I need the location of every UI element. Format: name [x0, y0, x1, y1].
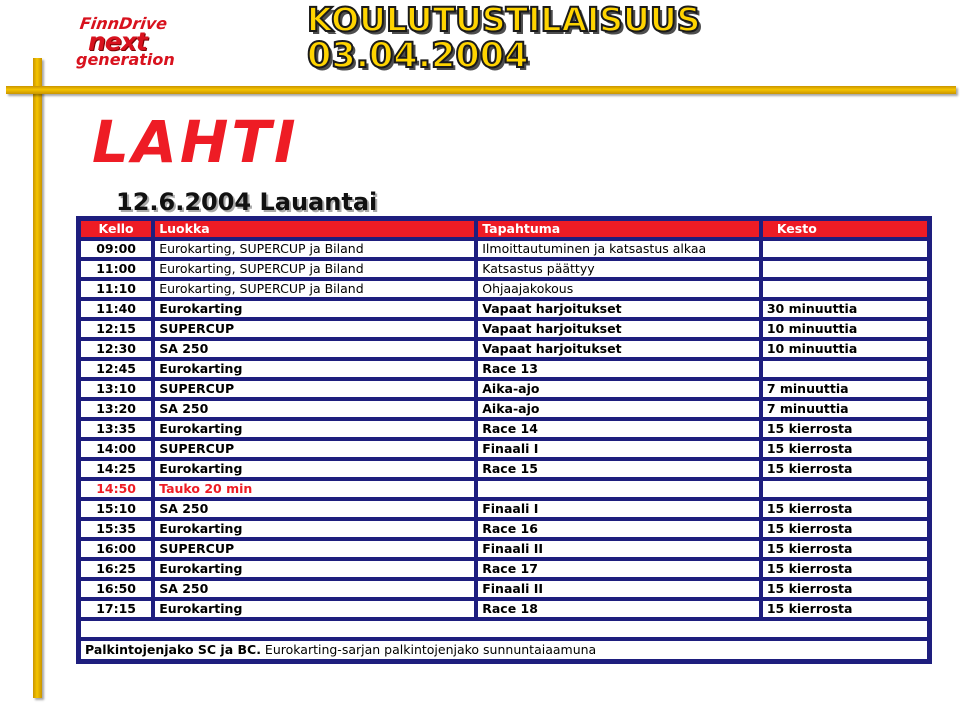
table-row	[79, 439, 929, 459]
schedule-table	[76, 216, 932, 664]
table-row	[79, 419, 929, 439]
cell-luokka: Eurokarting, SUPERCUP ja Biland	[153, 239, 476, 259]
table-row	[79, 259, 929, 279]
cell-luokka: SUPERCUP	[153, 319, 476, 339]
city-heading: LAHTI	[92, 108, 299, 176]
cell-kello: 14:50	[79, 479, 153, 499]
cell-kesto: 15 kierrosta	[761, 439, 929, 459]
cell-kello: 12:30	[79, 339, 153, 359]
cell-kello: 12:15	[79, 319, 153, 339]
table-header-row	[79, 219, 929, 239]
table-row	[79, 559, 929, 579]
cell-kello: 16:25	[79, 559, 153, 579]
cell-kesto	[761, 279, 929, 299]
cell-tapahtuma: Finaali I	[476, 499, 761, 519]
cell-tapahtuma: Finaali II	[476, 539, 761, 559]
cell-luokka: Eurokarting	[153, 299, 476, 319]
cell-tapahtuma: Race 15	[476, 459, 761, 479]
cell-tapahtuma: Katsastus päättyy	[476, 259, 761, 279]
cell-kello: 11:40	[79, 299, 153, 319]
cell-luokka: SA 250	[153, 399, 476, 419]
cell-luokka: Eurokarting	[153, 559, 476, 579]
spacer-cell	[79, 619, 929, 639]
table-row	[79, 359, 929, 379]
cell-kesto: 15 kierrosta	[761, 599, 929, 619]
footer-note-text: Eurokarting-sarjan palkintojenjako sunnuntaiaamuna	[260, 642, 597, 657]
table-spacer-row	[79, 619, 929, 639]
finndrive-logo	[70, 14, 205, 74]
table-row	[79, 339, 929, 359]
page-date: 03.04.2004	[307, 36, 529, 76]
cell-kello: 11:00	[79, 259, 153, 279]
footer-note	[79, 639, 929, 661]
cell-kello: 14:25	[79, 459, 153, 479]
cell-tapahtuma: Race 16	[476, 519, 761, 539]
cell-kello: 14:00	[79, 439, 153, 459]
cell-tapahtuma: Ilmoittautuminen ja katsastus alkaa	[476, 239, 761, 259]
logo-line-1: FinnDrive	[78, 14, 169, 33]
table-row	[79, 579, 929, 599]
logo-line-2: next	[88, 27, 147, 56]
table-row	[79, 399, 929, 419]
table-row	[79, 379, 929, 399]
cell-kello: 15:35	[79, 519, 153, 539]
cell-luokka: Eurokarting, SUPERCUP ja Biland	[153, 259, 476, 279]
cell-tapahtuma: Ohjaajakokous	[476, 279, 761, 299]
cell-luokka: SA 250	[153, 579, 476, 599]
cell-kesto: 10 minuuttia	[761, 319, 929, 339]
cell-kesto: 15 kierrosta	[761, 459, 929, 479]
cell-tapahtuma	[476, 479, 761, 499]
table-row	[79, 319, 929, 339]
cell-kesto: 15 kierrosta	[761, 579, 929, 599]
cell-luokka: Eurokarting, SUPERCUP ja Biland	[153, 279, 476, 299]
cell-kello: 17:15	[79, 599, 153, 619]
cell-tapahtuma: Race 14	[476, 419, 761, 439]
table-row	[79, 239, 929, 259]
table-row	[79, 479, 929, 499]
cell-kello: 13:10	[79, 379, 153, 399]
cell-luokka: SUPERCUP	[153, 379, 476, 399]
cell-kesto	[761, 359, 929, 379]
gold-vertical-rule	[33, 58, 42, 698]
header-tapahtuma: Tapahtuma	[476, 219, 761, 239]
table-row	[79, 459, 929, 479]
cell-tapahtuma: Race 17	[476, 559, 761, 579]
cell-tapahtuma: Finaali II	[476, 579, 761, 599]
table-row	[79, 499, 929, 519]
cell-luokka: SUPERCUP	[153, 439, 476, 459]
cell-kesto: 15 kierrosta	[761, 559, 929, 579]
table-footer-row	[79, 639, 929, 661]
cell-luokka: Eurokarting	[153, 599, 476, 619]
day-heading: 12.6.2004 Lauantai	[116, 188, 378, 216]
logo-line-3: generation	[76, 50, 175, 69]
header-kello: Kello	[79, 219, 153, 239]
cell-tapahtuma: Vapaat harjoitukset	[476, 319, 761, 339]
cell-luokka: SA 250	[153, 339, 476, 359]
cell-kello: 13:20	[79, 399, 153, 419]
cell-tapahtuma: Aika-ajo	[476, 379, 761, 399]
table-row	[79, 539, 929, 559]
cell-kello: 16:00	[79, 539, 153, 559]
cell-tapahtuma: Finaali I	[476, 439, 761, 459]
cell-kesto: 10 minuuttia	[761, 339, 929, 359]
cell-kesto: 15 kierrosta	[761, 519, 929, 539]
cell-kesto: 15 kierrosta	[761, 499, 929, 519]
table-row	[79, 599, 929, 619]
table-row	[79, 279, 929, 299]
cell-kello: 16:50	[79, 579, 153, 599]
cell-luokka: SUPERCUP	[153, 539, 476, 559]
cell-kello: 11:10	[79, 279, 153, 299]
cell-tapahtuma: Aika-ajo	[476, 399, 761, 419]
header-kesto: Kesto	[761, 219, 929, 239]
cell-luokka: Eurokarting	[153, 419, 476, 439]
cell-kesto: 15 kierrosta	[761, 539, 929, 559]
cell-tapahtuma: Race 18	[476, 599, 761, 619]
cell-kesto	[761, 479, 929, 499]
cell-kello: 15:10	[79, 499, 153, 519]
cell-luokka: Eurokarting	[153, 519, 476, 539]
cell-luokka: Tauko 20 min	[153, 479, 476, 499]
header-luokka: Luokka	[153, 219, 476, 239]
cell-kesto	[761, 239, 929, 259]
cell-tapahtuma: Vapaat harjoitukset	[476, 339, 761, 359]
cell-kesto: 15 kierrosta	[761, 419, 929, 439]
cell-kesto: 7 minuuttia	[761, 379, 929, 399]
cell-kello: 09:00	[79, 239, 153, 259]
cell-kesto: 7 minuuttia	[761, 399, 929, 419]
cell-kello: 13:35	[79, 419, 153, 439]
cell-kello: 12:45	[79, 359, 153, 379]
page-title: KOULUTUSTILAISUUS	[307, 0, 701, 39]
cell-luokka: Eurokarting	[153, 459, 476, 479]
cell-kesto	[761, 259, 929, 279]
table-row	[79, 299, 929, 319]
table-row	[79, 519, 929, 539]
cell-tapahtuma: Vapaat harjoitukset	[476, 299, 761, 319]
cell-kesto: 30 minuuttia	[761, 299, 929, 319]
cell-luokka: SA 250	[153, 499, 476, 519]
footer-note-bold: Palkintojenjako SC ja BC.	[85, 642, 261, 657]
gold-horizontal-rule	[6, 86, 956, 94]
cell-luokka: Eurokarting	[153, 359, 476, 379]
cell-tapahtuma: Race 13	[476, 359, 761, 379]
